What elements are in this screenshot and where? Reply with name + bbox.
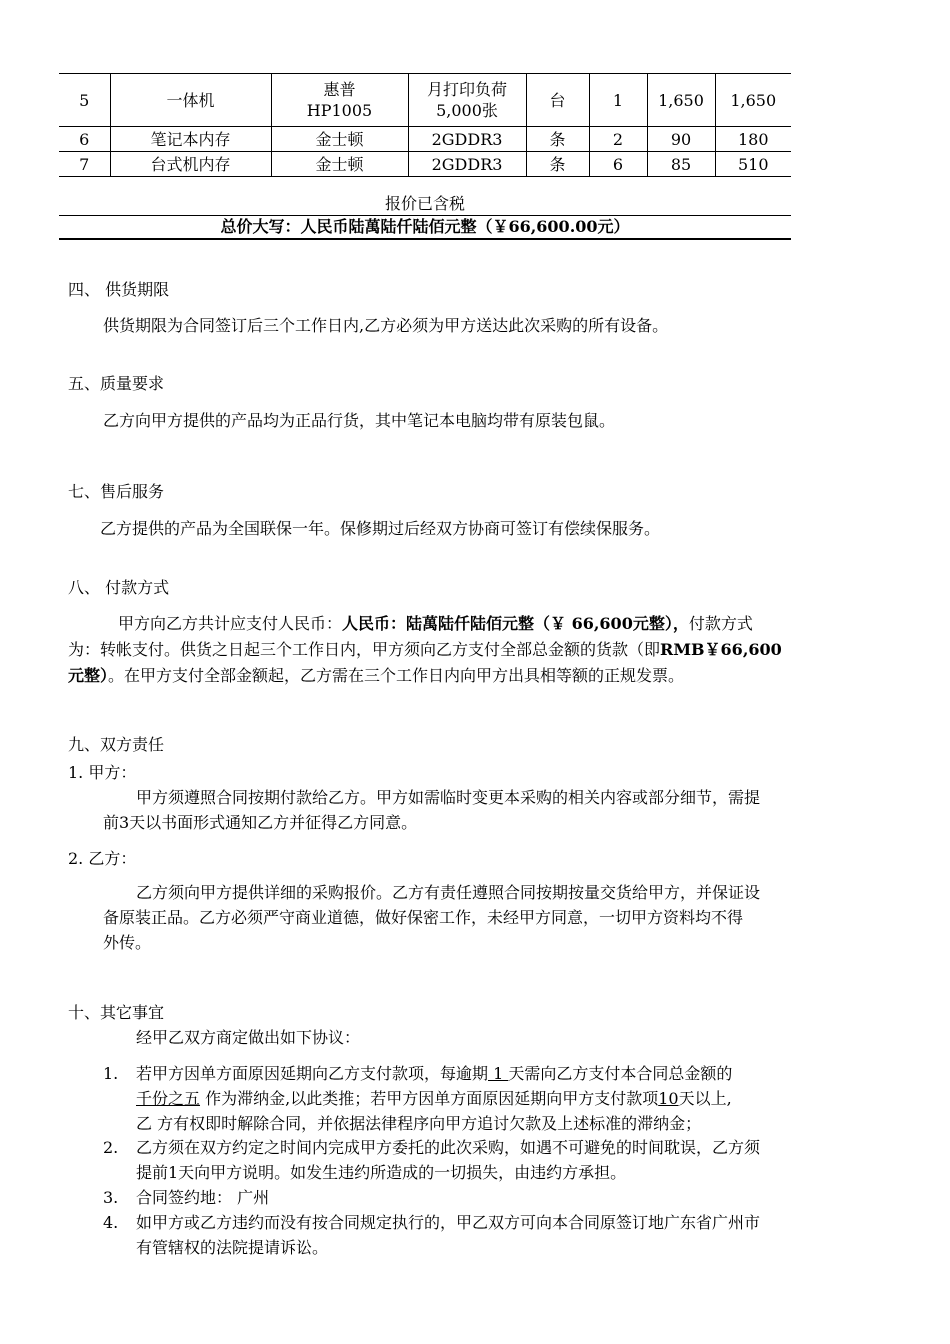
cell-qty: 1 xyxy=(589,74,647,127)
cell-qty: 6 xyxy=(589,152,647,177)
section-body-delivery: 供货期限为合同签订后三个工作日内,乙方必须为甲方送达此次采购的所有设备。 xyxy=(103,316,669,335)
cell-price: 90 xyxy=(647,127,715,152)
cell-spec: 月打印负荷 5,000张 xyxy=(408,74,526,127)
party-b-line-3: 外传。 xyxy=(103,933,152,952)
cell-spec: 2GDDR3 xyxy=(408,152,526,177)
cell-no: 5 xyxy=(59,74,110,127)
table-row xyxy=(59,152,791,177)
item-2-line-1: 乙方须在双方约定之时间内完成甲方委托的此次采购，如遇不可避免的时间耽误，乙方须 xyxy=(136,1138,761,1157)
cell-no: 7 xyxy=(59,152,110,177)
item-number: 4. xyxy=(103,1213,119,1232)
total-amount: 总价大写：人民币陆萬陆仟陆佰元整（￥66,600.00元） xyxy=(59,215,791,240)
cell-no: 6 xyxy=(59,127,110,152)
cell-unit: 条 xyxy=(526,152,589,177)
item-number: 3. xyxy=(103,1188,119,1207)
section-heading-delivery: 四、 供货期限 xyxy=(68,280,170,299)
party-a-line-1: 甲方须遵照合同按期付款给乙方。甲方如需临时变更本采购的相关内容或部分细节，需提 xyxy=(136,788,761,807)
section-heading-payment: 八、 付款方式 xyxy=(68,578,170,597)
cell-price: 85 xyxy=(647,152,715,177)
price-table xyxy=(59,73,791,177)
item-1-line-3: 乙 方有权即时解除合同，并依据法律程序向甲方追讨欠款及上述标准的滞纳金； xyxy=(136,1114,702,1133)
other-intro: 经甲乙双方商定做出如下协议： xyxy=(136,1028,361,1047)
cell-amount: 180 xyxy=(715,127,791,152)
section-body-quality: 乙方向甲方提供的产品均为正品行货，其中笔记本电脑均带有原装包鼠。 xyxy=(103,411,616,430)
cell-unit: 条 xyxy=(526,127,589,152)
section-heading-responsibility: 九、双方责任 xyxy=(68,735,165,754)
section-heading-service: 七、售后服务 xyxy=(68,482,165,501)
party-b-line-2: 备原装正品。乙方必须严守商业道德，做好保密工作，未经甲方同意，一切甲方资料均不得 xyxy=(103,908,744,927)
cell-amount: 510 xyxy=(715,152,791,177)
cell-name: 台式机内存 xyxy=(110,152,271,177)
item-1-line-2: 千份之五 作为滞纳金,以此类推；若甲方因单方面原因延期向甲方支付款项10天以上, xyxy=(136,1089,732,1108)
payment-line-2: 为：转帐支付。供货之日起三个工作日内，甲方须向乙方支付全部总金额的货款（即RMB￥66,600 xyxy=(68,640,782,659)
item-number: 2. xyxy=(103,1138,119,1157)
cell-unit: 台 xyxy=(526,74,589,127)
party-b-label: 2. 乙方： xyxy=(68,849,137,868)
section-heading-other: 十、其它事宜 xyxy=(68,1003,165,1022)
item-4-line-2: 有管辖权的法院提请诉讼。 xyxy=(136,1238,329,1257)
payment-line-1: 甲方向乙方共计应支付人民币：人民币：陆萬陆仟陆佰元整（￥ 66,600元整），付款方式 xyxy=(118,614,753,633)
cell-brand: 金士顿 xyxy=(271,152,408,177)
section-heading-quality: 五、质量要求 xyxy=(68,374,165,393)
cell-name: 一体机 xyxy=(110,74,271,127)
cell-brand: 惠普 HP1005 xyxy=(271,74,408,127)
table-row xyxy=(59,74,791,127)
item-1-line-1: 若甲方因单方面原因延期向乙方支付款项，每逾期 1 天需向乙方支付本合同总金额的 xyxy=(136,1064,733,1083)
party-a-label: 1. 甲方： xyxy=(68,763,137,782)
party-b-line-1: 乙方须向甲方提供详细的采购报价。乙方有责任遵照合同按期按量交货给甲方，并保证设 xyxy=(136,883,761,902)
section-body-service: 乙方提供的产品为全国联保一年。保修期过后经双方协商可签订有偿续保服务。 xyxy=(100,519,661,538)
item-2-line-2: 提前1天向甲方说明。如发生违约所造成的一切损失，由违约方承担。 xyxy=(136,1163,627,1182)
cell-amount: 1,650 xyxy=(715,74,791,127)
cell-spec: 2GDDR3 xyxy=(408,127,526,152)
cell-qty: 2 xyxy=(589,127,647,152)
cell-price: 1,650 xyxy=(647,74,715,127)
table-row xyxy=(59,127,791,152)
item-4-line-1: 如甲方或乙方违约而没有按合同规定执行的，甲乙双方可向本合同原签订地广东省广州市 xyxy=(136,1213,761,1232)
item-number: 1. xyxy=(103,1064,119,1083)
cell-brand: 金士顿 xyxy=(271,127,408,152)
item-3-line-1: 合同签约地： 广州 xyxy=(136,1188,270,1207)
cell-name: 笔记本内存 xyxy=(110,127,271,152)
tax-note: 报价已含税 xyxy=(384,194,465,213)
party-a-line-2: 前3天以书面形式通知乙方并征得乙方同意。 xyxy=(103,813,418,832)
payment-line-3: 元整）。在甲方支付全部金额起，乙方需在三个工作日内向甲方出具相等额的正规发票。 xyxy=(68,666,685,685)
